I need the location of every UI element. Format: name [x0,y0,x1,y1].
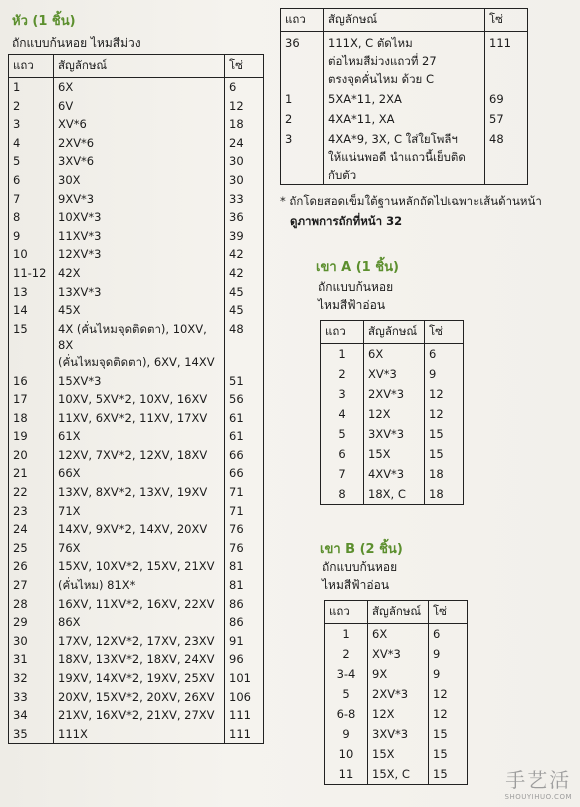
row-symbol: 13XV, 8XV*2, 13XV, 19XV [54,483,225,502]
row-chain-count: 66 [229,447,244,462]
table-row [281,108,528,128]
note-line-2: ดูภาพการถักที่หน้า 32 [290,214,403,228]
table-row [9,301,264,320]
row-number: 5 [325,684,368,704]
row-chain-count: 12 [229,98,244,113]
row-symbol: 6V [54,97,225,116]
row-symbol: 4XV*3 [364,464,425,484]
row-chain-count: 6 [229,80,237,94]
row-chain-count: 9 [433,647,441,661]
row-number: 20 [9,446,54,465]
row-symbol: 42X [54,264,225,283]
row-number: 14 [9,301,54,320]
watermark-logo [505,764,572,801]
table-row [9,669,264,688]
row-number: 11 [325,764,368,785]
row-number: 2 [325,644,368,664]
row-number: 17 [9,390,54,409]
row-chain-count: 9 [429,367,437,381]
continuation-pattern-table [280,8,528,185]
row-number: 7 [321,464,364,484]
row-number: 33 [9,688,54,707]
row-number: 5 [321,424,364,444]
header-chain-count: โซ่ [425,321,464,344]
head-pattern-table [8,54,264,744]
row-symbol: 12X [364,404,425,424]
horn-a-pattern-table [320,320,464,505]
row-chain-count: 12 [433,707,448,721]
table-row [9,520,264,539]
watermark-url: SHOUYIHUO.COM [504,793,572,801]
row-symbol: 2XV*3 [368,684,429,704]
row-symbol: 6X [364,344,425,365]
row-chain-count: 36 [229,210,244,225]
row-chain-count: 15 [433,747,448,761]
row-chain-count: 111 [229,708,251,723]
row-chain-count: 96 [229,652,244,667]
row-symbol: 6X [54,78,225,97]
row-number: 29 [9,613,54,632]
row-chain-count: 18 [429,467,444,481]
row-symbol: 17XV, 12XV*2, 17XV, 23XV [54,632,225,651]
table-header-row [321,321,464,344]
row-number: 1 [321,344,364,365]
row-number: 4 [321,404,364,424]
row-chain-count: 15 [429,447,444,461]
row-chain-count: 42 [229,265,244,280]
row-chain-count: 30 [229,172,244,187]
row-symbol: 12XV*3 [54,245,225,264]
row-symbol: 15XV*3 [54,372,225,391]
row-chain-count: 69 [489,92,504,106]
row-symbol: 15X, C [368,764,429,785]
row-number: 34 [9,706,54,725]
table-row [321,384,464,404]
row-number: 7 [9,190,54,209]
table-row [9,190,264,209]
header-symbol: สัญลักษณ์ [364,321,425,344]
table-row [325,624,468,645]
row-number: 8 [9,208,54,227]
row-number: 23 [9,502,54,521]
table-row [9,227,264,246]
row-symbol: 76X [54,539,225,558]
row-symbol: 3XV*3 [364,424,425,444]
table-row [325,704,468,724]
row-chain-count: 6 [429,347,437,361]
row-chain-count: 12 [433,687,448,701]
row-number: 16 [9,372,54,391]
head-subtitle: ถักแบบก้นหอย ไหมสีม่วง [12,36,141,50]
row-chain-count: 48 [489,132,504,146]
header-chain-count: โซ่ [225,55,264,78]
row-chain-count: 48 [229,321,244,336]
row-number: 28 [9,595,54,614]
table-row [9,245,264,264]
row-number: 15 [9,320,54,372]
row-symbol: 3XV*6 [54,152,225,171]
header-row-number: แถว [325,601,368,624]
row-symbol: 13XV*3 [54,283,225,302]
table-row [325,664,468,684]
row-number: 2 [281,108,324,128]
row-chain-count: 18 [429,487,444,501]
row-chain-count: 111 [489,36,511,50]
watermark-text: 手艺活 [505,768,572,792]
row-chain-count: 71 [229,503,244,518]
row-number: 3 [321,384,364,404]
header-chain-count: โซ่ [429,601,468,624]
table-row [321,464,464,484]
row-chain-count: 106 [229,689,251,704]
row-number: 6-8 [325,704,368,724]
row-chain-count: 51 [229,373,244,388]
row-symbol: 20XV, 15XV*2, 20XV, 26XV [54,688,225,707]
row-chain-count: 39 [229,228,244,243]
row-number: 32 [9,669,54,688]
table-row [9,171,264,190]
table-row [321,364,464,384]
table-row [9,576,264,595]
horn-b-subtitle-1: ถักแบบก้นหอย [322,560,398,574]
row-symbol: 9X [368,664,429,684]
table-row [9,115,264,134]
row-chain-count: 66 [229,466,244,481]
row-symbol: 18X, C [364,484,425,505]
table-row [321,444,464,464]
table-row [325,764,468,785]
row-number: 6 [321,444,364,464]
row-chain-count: 81 [229,578,244,593]
row-chain-count: 45 [229,284,244,299]
row-symbol: 61X [54,427,225,446]
row-number: 19 [9,427,54,446]
row-chain-count: 76 [229,540,244,555]
table-row [9,372,264,391]
table-row [9,483,264,502]
row-chain-count: 61 [229,410,244,425]
row-chain-count: 86 [229,615,244,630]
table-row [9,502,264,521]
table-row [325,724,468,744]
row-number: 30 [9,632,54,651]
table-row [325,684,468,704]
table-row [9,208,264,227]
row-symbol: 15X [364,444,425,464]
table-row [9,97,264,116]
header-row-number: แถว [281,9,324,32]
row-symbol: 11XV*3 [54,227,225,246]
row-symbol: 18XV, 13XV*2, 18XV, 24XV [54,650,225,669]
table-row [9,595,264,614]
header-row-number: แถว [321,321,364,344]
row-number: 8 [321,484,364,505]
horn-a-subtitle-2: ไหมสีฟ้าอ่อน [318,298,386,312]
row-symbol: 86X [54,613,225,632]
row-chain-count: 86 [229,596,244,611]
table-row [9,283,264,302]
table-header-row [325,601,468,624]
header-chain-count: โซ่ [485,9,528,32]
row-symbol: XV*3 [364,364,425,384]
header-row-number: แถว [9,55,54,78]
row-chain-count: 111 [229,726,251,741]
row-chain-count: 61 [229,429,244,444]
table-row [281,128,528,185]
row-chain-count: 24 [229,135,244,150]
table-header-row [281,9,528,32]
row-symbol: (คั่นไหม) 81X* [54,576,225,595]
row-chain-count: 15 [433,767,448,781]
row-symbol: 4XA*9, 3X, C ใส่ใยโพลีฯ ให้แน่นพอดี นำแถวนี้เย็บติดกับตัว [324,128,485,185]
row-number: 22 [9,483,54,502]
row-symbol: 12X [368,704,429,724]
table-row [9,446,264,465]
row-number: 1 [9,78,54,97]
row-symbol: 5XA*11, 2XA [324,88,485,108]
head-title: หัว (1 ชิ้น) [12,14,76,29]
row-symbol: 15XV, 10XV*2, 15XV, 21XV [54,557,225,576]
row-chain-count: 42 [229,247,244,262]
table-row [9,706,264,725]
row-chain-count: 76 [229,522,244,537]
row-symbol: 4XA*11, XA [324,108,485,128]
table-row [321,404,464,424]
table-row [9,464,264,483]
table-row [325,644,468,664]
horn-b-title: เขา B (2 ชิ้น) [320,542,403,557]
row-symbol: 6X [368,624,429,645]
table-row [9,264,264,283]
row-chain-count: 45 [229,303,244,318]
row-symbol: 21XV, 16XV*2, 21XV, 27XV [54,706,225,725]
row-chain-count: 71 [229,485,244,500]
header-symbol: สัญลักษณ์ [368,601,429,624]
row-symbol: 71X [54,502,225,521]
table-row [321,484,464,505]
row-number: 9 [9,227,54,246]
row-symbol: 9XV*3 [54,190,225,209]
row-chain-count: 12 [429,407,444,421]
table-row [9,725,264,744]
row-number: 1 [325,624,368,645]
row-chain-count: 101 [229,671,251,685]
row-symbol: XV*3 [368,644,429,664]
row-symbol: 10XV*3 [54,208,225,227]
row-number: 9 [325,724,368,744]
row-symbol: XV*6 [54,115,225,134]
row-number: 10 [9,245,54,264]
table-row [321,424,464,444]
table-row [9,409,264,428]
row-number: 31 [9,650,54,669]
table-row [321,344,464,365]
row-number: 2 [9,97,54,116]
row-number: 5 [9,152,54,171]
row-chain-count: 15 [433,727,448,741]
row-number: 3-4 [325,664,368,684]
header-symbol: สัญลักษณ์ [54,55,225,78]
table-row [9,613,264,632]
row-chain-count: 33 [229,191,244,206]
row-symbol: 30X [54,171,225,190]
row-number: 26 [9,557,54,576]
row-chain-count: 9 [433,667,441,681]
row-symbol: 15X [368,744,429,764]
row-number: 11-12 [9,264,54,283]
horn-a-title: เขา A (1 ชิ้น) [316,260,399,275]
table-row [9,427,264,446]
table-row [281,88,528,108]
row-chain-count: 12 [429,387,444,401]
row-number: 18 [9,409,54,428]
row-symbol: 16XV, 11XV*2, 16XV, 22XV [54,595,225,614]
table-row [325,744,468,764]
row-chain-count: 18 [229,117,244,132]
header-symbol: สัญลักษณ์ [324,9,485,32]
row-symbol: 66X [54,464,225,483]
row-number: 21 [9,464,54,483]
table-row [9,539,264,558]
table-header-row [9,55,264,78]
row-symbol: 111X, C ตัดไหม ต่อไหมสีม่วงแถวที่ 27 ตรงจุดคั่นไหม ด้วย C [324,32,485,89]
row-number: 35 [9,725,54,744]
table-row [281,32,528,89]
row-chain-count: 6 [433,627,441,641]
row-chain-count: 81 [229,559,244,574]
row-symbol: 2XV*3 [364,384,425,404]
row-chain-count: 15 [429,427,444,441]
table-row [9,134,264,153]
row-chain-count: 30 [229,154,244,169]
row-symbol: 10XV, 5XV*2, 10XV, 16XV [54,390,225,409]
table-row [9,650,264,669]
row-symbol: 12XV, 7XV*2, 12XV, 18XV [54,446,225,465]
row-symbol: 11XV, 6XV*2, 11XV, 17XV [54,409,225,428]
row-number: 3 [9,115,54,134]
table-row [9,390,264,409]
row-chain-count: 57 [489,112,504,126]
row-symbol: 111X [54,725,225,744]
table-row [9,152,264,171]
note-line-1: * ถักโดยสอดเข็มใต้ฐานหลักถัดไปเฉพาะเส้นด้านหน้า [280,194,542,208]
row-chain-count: 56 [229,392,244,407]
table-row [9,78,264,97]
row-number: 13 [9,283,54,302]
row-number: 2 [321,364,364,384]
row-number: 10 [325,744,368,764]
horn-b-pattern-table [324,600,468,785]
row-chain-count: 91 [229,633,244,648]
row-number: 6 [9,171,54,190]
horn-a-subtitle-1: ถักแบบก้นหอย [318,280,394,294]
row-symbol: 2XV*6 [54,134,225,153]
row-number: 4 [9,134,54,153]
row-number: 3 [281,128,324,185]
table-row [9,632,264,651]
table-row [9,320,264,372]
table-row [9,688,264,707]
row-symbol: 4X (คั่นไหมจุดติดตา), 10XV, 8X (คั่นไหมจุดติดตา), 6XV, 14XV [54,320,225,372]
row-number: 27 [9,576,54,595]
table-row [9,557,264,576]
row-number: 1 [281,88,324,108]
horn-b-subtitle-2: ไหมสีฟ้าอ่อน [322,578,390,592]
row-number: 36 [281,32,324,89]
row-symbol: 3XV*3 [368,724,429,744]
row-number: 24 [9,520,54,539]
row-symbol: 14XV, 9XV*2, 14XV, 20XV [54,520,225,539]
row-symbol: 45X [54,301,225,320]
row-symbol: 19XV, 14XV*2, 19XV, 25XV [54,669,225,688]
row-number: 25 [9,539,54,558]
